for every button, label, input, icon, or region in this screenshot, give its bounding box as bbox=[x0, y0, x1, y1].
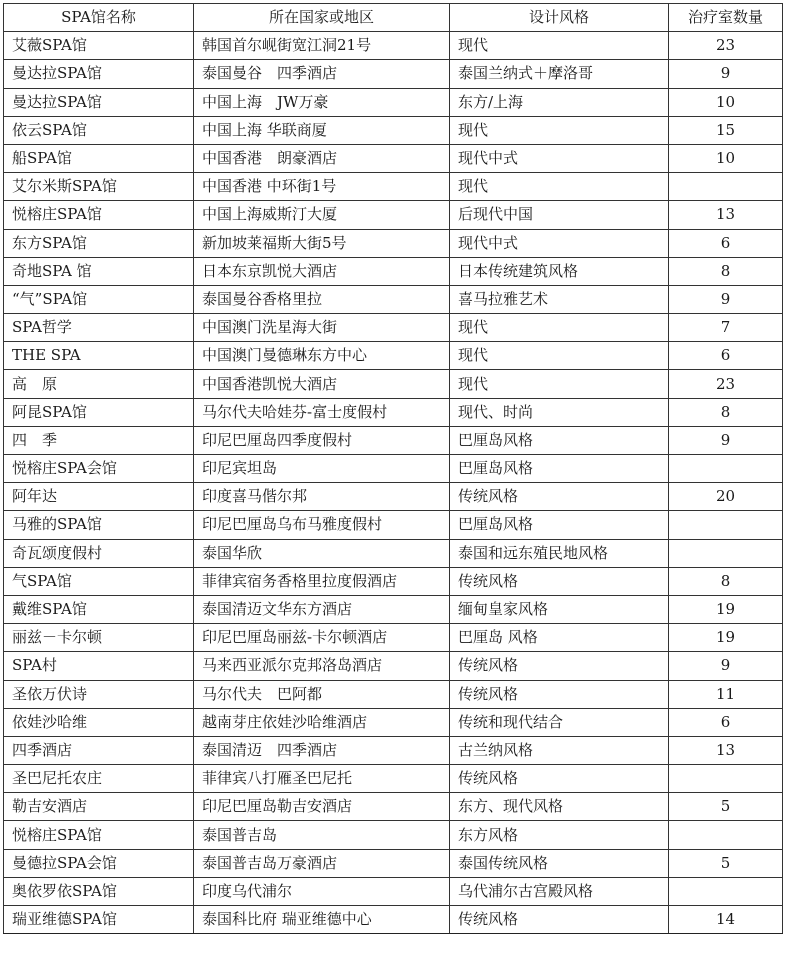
cell-location: 马尔代夫哈娃芬-富士度假村 bbox=[194, 398, 450, 426]
cell-spa-name: 曼达拉SPA馆 bbox=[4, 60, 194, 88]
cell-spa-name: THE SPA bbox=[4, 342, 194, 370]
table-row bbox=[4, 567, 783, 595]
cell-spa-name: 船SPA馆 bbox=[4, 144, 194, 172]
cell-treatment-rooms: 10 bbox=[669, 144, 783, 172]
cell-location: 泰国华欣 bbox=[194, 539, 450, 567]
table-row bbox=[4, 821, 783, 849]
cell-spa-name: “气”SPA馆 bbox=[4, 285, 194, 313]
cell-treatment-rooms: 23 bbox=[669, 370, 783, 398]
header-design-style: 设计风格 bbox=[450, 4, 669, 32]
cell-treatment-rooms: 19 bbox=[669, 624, 783, 652]
cell-treatment-rooms: 9 bbox=[669, 426, 783, 454]
cell-design-style: 东方风格 bbox=[450, 821, 669, 849]
cell-treatment-rooms: 13 bbox=[669, 736, 783, 764]
cell-location: 印度乌代浦尔 bbox=[194, 877, 450, 905]
cell-treatment-rooms: 10 bbox=[669, 88, 783, 116]
cell-location: 菲律宾宿务香格里拉度假酒店 bbox=[194, 567, 450, 595]
table-row bbox=[4, 88, 783, 116]
cell-treatment-rooms: 13 bbox=[669, 201, 783, 229]
cell-treatment-rooms: 9 bbox=[669, 60, 783, 88]
cell-design-style: 现代中式 bbox=[450, 144, 669, 172]
cell-location: 泰国普吉岛 bbox=[194, 821, 450, 849]
table-row bbox=[4, 624, 783, 652]
cell-design-style: 现代 bbox=[450, 370, 669, 398]
cell-location: 印尼巴厘岛乌布马雅度假村 bbox=[194, 511, 450, 539]
table-row bbox=[4, 765, 783, 793]
table-row bbox=[4, 736, 783, 764]
spa-table bbox=[3, 3, 783, 934]
cell-spa-name: 圣依万伏诗 bbox=[4, 680, 194, 708]
spa-table-container bbox=[3, 3, 782, 934]
table-row bbox=[4, 285, 783, 313]
cell-treatment-rooms: 8 bbox=[669, 398, 783, 426]
cell-treatment-rooms: 14 bbox=[669, 906, 783, 934]
cell-location: 泰国清迈 四季酒店 bbox=[194, 736, 450, 764]
cell-design-style: 传统和现代结合 bbox=[450, 708, 669, 736]
cell-treatment-rooms bbox=[669, 821, 783, 849]
cell-spa-name: 丽兹－卡尔顿 bbox=[4, 624, 194, 652]
table-row bbox=[4, 229, 783, 257]
cell-design-style: 传统风格 bbox=[450, 680, 669, 708]
cell-design-style: 乌代浦尔古宫殿风格 bbox=[450, 877, 669, 905]
table-row bbox=[4, 595, 783, 623]
table-row bbox=[4, 173, 783, 201]
cell-location: 泰国曼谷 四季酒店 bbox=[194, 60, 450, 88]
table-row bbox=[4, 370, 783, 398]
cell-location: 中国香港 朗豪酒店 bbox=[194, 144, 450, 172]
cell-treatment-rooms bbox=[669, 539, 783, 567]
table-row bbox=[4, 257, 783, 285]
cell-treatment-rooms: 6 bbox=[669, 708, 783, 736]
cell-spa-name: 依娃沙哈维 bbox=[4, 708, 194, 736]
table-row bbox=[4, 116, 783, 144]
cell-treatment-rooms bbox=[669, 511, 783, 539]
cell-location: 中国澳门洗星海大街 bbox=[194, 314, 450, 342]
cell-spa-name: 奥依罗依SPA馆 bbox=[4, 877, 194, 905]
cell-spa-name: 依云SPA馆 bbox=[4, 116, 194, 144]
cell-location: 泰国普吉岛万豪酒店 bbox=[194, 849, 450, 877]
cell-design-style: 现代 bbox=[450, 116, 669, 144]
cell-location: 泰国科比府 瑞亚维德中心 bbox=[194, 906, 450, 934]
cell-location: 马来西亚派尔克邦洛岛酒店 bbox=[194, 652, 450, 680]
cell-spa-name: 悦榕庄SPA馆 bbox=[4, 201, 194, 229]
table-row bbox=[4, 32, 783, 60]
cell-design-style: 日本传统建筑风格 bbox=[450, 257, 669, 285]
cell-location: 泰国曼谷香格里拉 bbox=[194, 285, 450, 313]
cell-location: 马尔代夫 巴阿都 bbox=[194, 680, 450, 708]
cell-spa-name: 高 原 bbox=[4, 370, 194, 398]
table-row bbox=[4, 483, 783, 511]
cell-location: 中国上海威斯汀大厦 bbox=[194, 201, 450, 229]
table-header-row bbox=[4, 4, 783, 32]
cell-treatment-rooms: 5 bbox=[669, 849, 783, 877]
cell-location: 日本东京凯悦大酒店 bbox=[194, 257, 450, 285]
cell-spa-name: 艾薇SPA馆 bbox=[4, 32, 194, 60]
cell-treatment-rooms: 8 bbox=[669, 257, 783, 285]
cell-design-style: 巴厘岛 风格 bbox=[450, 624, 669, 652]
cell-spa-name: 曼德拉SPA会馆 bbox=[4, 849, 194, 877]
cell-treatment-rooms: 5 bbox=[669, 793, 783, 821]
table-body bbox=[4, 32, 783, 934]
cell-design-style: 巴厘岛风格 bbox=[450, 426, 669, 454]
cell-design-style: 巴厘岛风格 bbox=[450, 511, 669, 539]
cell-location: 韩国首尔岘街宽江洞21号 bbox=[194, 32, 450, 60]
table-row bbox=[4, 342, 783, 370]
cell-design-style: 后现代中国 bbox=[450, 201, 669, 229]
header-location: 所在国家或地区 bbox=[194, 4, 450, 32]
cell-spa-name: 四 季 bbox=[4, 426, 194, 454]
cell-design-style: 泰国传统风格 bbox=[450, 849, 669, 877]
cell-location: 中国香港凯悦大酒店 bbox=[194, 370, 450, 398]
table-row bbox=[4, 511, 783, 539]
cell-design-style: 东方/上海 bbox=[450, 88, 669, 116]
cell-location: 新加坡莱福斯大街5号 bbox=[194, 229, 450, 257]
cell-location: 印尼巴厘岛四季度假村 bbox=[194, 426, 450, 454]
cell-treatment-rooms: 6 bbox=[669, 342, 783, 370]
header-treatment-rooms: 治疗室数量 bbox=[669, 4, 783, 32]
cell-design-style: 传统风格 bbox=[450, 652, 669, 680]
table-row bbox=[4, 455, 783, 483]
cell-spa-name: 阿年达 bbox=[4, 483, 194, 511]
cell-design-style: 东方、现代风格 bbox=[450, 793, 669, 821]
table-row bbox=[4, 314, 783, 342]
table-row bbox=[4, 906, 783, 934]
cell-spa-name: 四季酒店 bbox=[4, 736, 194, 764]
cell-spa-name: 气SPA馆 bbox=[4, 567, 194, 595]
cell-design-style: 现代 bbox=[450, 173, 669, 201]
cell-spa-name: 圣巴尼托农庄 bbox=[4, 765, 194, 793]
cell-spa-name: 艾尔米斯SPA馆 bbox=[4, 173, 194, 201]
table-row bbox=[4, 680, 783, 708]
cell-treatment-rooms bbox=[669, 455, 783, 483]
cell-location: 中国上海 华联商厦 bbox=[194, 116, 450, 144]
cell-location: 印尼宾坦岛 bbox=[194, 455, 450, 483]
cell-spa-name: 东方SPA馆 bbox=[4, 229, 194, 257]
cell-spa-name: SPA哲学 bbox=[4, 314, 194, 342]
cell-location: 中国上海 JW万豪 bbox=[194, 88, 450, 116]
cell-treatment-rooms: 11 bbox=[669, 680, 783, 708]
cell-design-style: 现代、时尚 bbox=[450, 398, 669, 426]
cell-treatment-rooms: 9 bbox=[669, 652, 783, 680]
cell-spa-name: 悦榕庄SPA会馆 bbox=[4, 455, 194, 483]
cell-treatment-rooms: 9 bbox=[669, 285, 783, 313]
cell-spa-name: 奇地SPA 馆 bbox=[4, 257, 194, 285]
cell-design-style: 泰国和远东殖民地风格 bbox=[450, 539, 669, 567]
table-row bbox=[4, 426, 783, 454]
table-row bbox=[4, 60, 783, 88]
table-row bbox=[4, 652, 783, 680]
cell-location: 印尼巴厘岛丽兹-卡尔顿酒店 bbox=[194, 624, 450, 652]
cell-location: 印尼巴厘岛勒吉安酒店 bbox=[194, 793, 450, 821]
cell-location: 印度喜马偕尔邦 bbox=[194, 483, 450, 511]
cell-design-style: 古兰纳风格 bbox=[450, 736, 669, 764]
table-row bbox=[4, 539, 783, 567]
cell-treatment-rooms bbox=[669, 173, 783, 201]
cell-design-style: 喜马拉雅艺术 bbox=[450, 285, 669, 313]
header-spa-name: SPA馆名称 bbox=[4, 4, 194, 32]
table-row bbox=[4, 398, 783, 426]
cell-treatment-rooms: 8 bbox=[669, 567, 783, 595]
cell-treatment-rooms: 23 bbox=[669, 32, 783, 60]
cell-design-style: 传统风格 bbox=[450, 483, 669, 511]
cell-design-style: 现代中式 bbox=[450, 229, 669, 257]
cell-spa-name: 马雅的SPA馆 bbox=[4, 511, 194, 539]
cell-treatment-rooms: 7 bbox=[669, 314, 783, 342]
cell-location: 泰国清迈文华东方酒店 bbox=[194, 595, 450, 623]
cell-spa-name: 戴维SPA馆 bbox=[4, 595, 194, 623]
cell-spa-name: 悦榕庄SPA馆 bbox=[4, 821, 194, 849]
cell-design-style: 现代 bbox=[450, 314, 669, 342]
cell-location: 越南芽庄依娃沙哈维酒店 bbox=[194, 708, 450, 736]
table-row bbox=[4, 877, 783, 905]
table-row bbox=[4, 849, 783, 877]
cell-spa-name: 勒吉安酒店 bbox=[4, 793, 194, 821]
cell-design-style: 缅甸皇家风格 bbox=[450, 595, 669, 623]
table-row bbox=[4, 793, 783, 821]
cell-design-style: 巴厘岛风格 bbox=[450, 455, 669, 483]
cell-design-style: 传统风格 bbox=[450, 567, 669, 595]
cell-treatment-rooms: 15 bbox=[669, 116, 783, 144]
cell-spa-name: 阿昆SPA馆 bbox=[4, 398, 194, 426]
cell-design-style: 现代 bbox=[450, 32, 669, 60]
cell-location: 中国香港 中环街1号 bbox=[194, 173, 450, 201]
cell-spa-name: 瑞亚维德SPA馆 bbox=[4, 906, 194, 934]
cell-spa-name: 曼达拉SPA馆 bbox=[4, 88, 194, 116]
cell-design-style: 传统风格 bbox=[450, 765, 669, 793]
cell-spa-name: SPA村 bbox=[4, 652, 194, 680]
cell-location: 菲律宾八打雁圣巴尼托 bbox=[194, 765, 450, 793]
cell-treatment-rooms: 6 bbox=[669, 229, 783, 257]
cell-design-style: 现代 bbox=[450, 342, 669, 370]
cell-treatment-rooms: 20 bbox=[669, 483, 783, 511]
cell-design-style: 泰国兰纳式＋摩洛哥 bbox=[450, 60, 669, 88]
cell-spa-name: 奇瓦颂度假村 bbox=[4, 539, 194, 567]
cell-treatment-rooms bbox=[669, 877, 783, 905]
cell-treatment-rooms bbox=[669, 765, 783, 793]
cell-treatment-rooms: 19 bbox=[669, 595, 783, 623]
table-row bbox=[4, 708, 783, 736]
table-row bbox=[4, 201, 783, 229]
cell-design-style: 传统风格 bbox=[450, 906, 669, 934]
cell-location: 中国澳门曼德琳东方中心 bbox=[194, 342, 450, 370]
table-row bbox=[4, 144, 783, 172]
